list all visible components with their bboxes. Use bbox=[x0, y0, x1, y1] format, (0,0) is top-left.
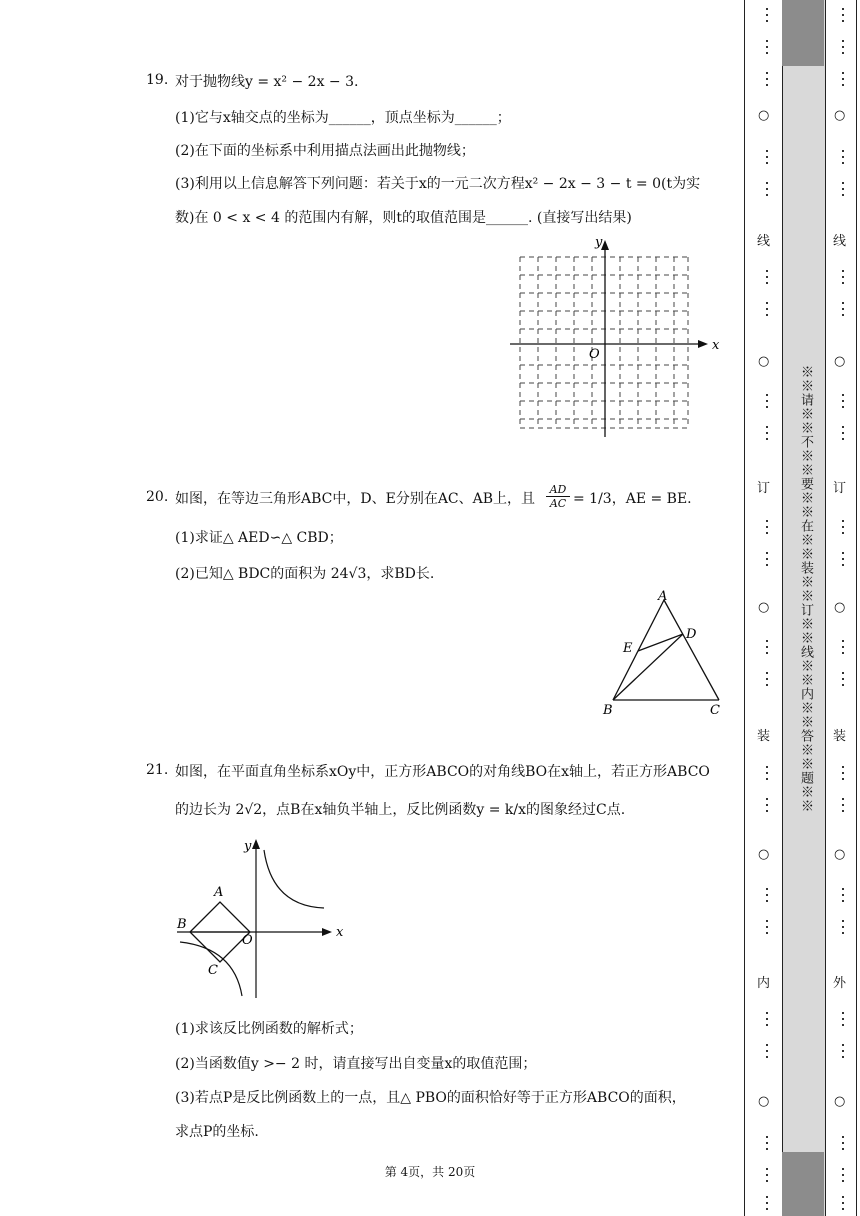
q19-x-label: x bbox=[712, 338, 720, 353]
q20-part2: (2)已知△ BDC的面积为 24√3，求BD长. bbox=[175, 566, 435, 582]
q20-stem-a: 如图，在等边三角形ABC中，D、E分别在AC、AB上，且 bbox=[175, 491, 536, 507]
q20-label-e: E bbox=[623, 641, 633, 656]
binding-circle: ○ bbox=[834, 1094, 846, 1109]
q20-label-b: B bbox=[603, 703, 613, 718]
binding-char-wai: 外 bbox=[833, 976, 847, 991]
q21-part2: (2)当函数值y >− 2 时，请直接写出自变量x的取值范围； bbox=[175, 1056, 537, 1072]
q19-origin-label: O bbox=[589, 347, 600, 362]
q20-part1: (1)求证△ AED∽△ CBD； bbox=[175, 530, 343, 546]
q19-part4: 数)在 0 < x < 4 的范围内有解，则t的取值范围是______. (直接写出结果) bbox=[175, 210, 632, 226]
q21-label-a: A bbox=[214, 885, 224, 900]
q21-part1: (1)求该反比例函数的解析式； bbox=[175, 1021, 363, 1037]
q21-part3: (3)若点P是反比例函数上的一点，且△ PBO的面积恰好等于正方形ABCO的面积， bbox=[175, 1090, 686, 1106]
binding-char-ding: 订 bbox=[757, 481, 771, 496]
binding-dots-outer bbox=[836, 0, 850, 1216]
q20-fraction-numerator: AD bbox=[546, 483, 570, 497]
binding-circle: ○ bbox=[834, 354, 846, 369]
q20-number: 20. bbox=[146, 489, 169, 505]
binding-char-zhuang: 装 bbox=[757, 729, 771, 744]
binding-char-nei: 内 bbox=[757, 976, 771, 991]
binding-circle: ○ bbox=[834, 847, 846, 862]
q21-part4: 求点P的坐标. bbox=[175, 1124, 259, 1140]
q19-part2: (2)在下面的坐标系中利用描点法画出此抛物线； bbox=[175, 143, 475, 159]
binding-circle: ○ bbox=[834, 600, 846, 615]
q19-part1: (1)它与x轴交点的坐标为______，顶点坐标为______； bbox=[175, 110, 511, 126]
binding-dots-inner bbox=[760, 0, 774, 1216]
q21-stem-line2: 的边长为 2√2，点B在x轴负半轴上，反比例函数y = k/x的图象经过C点. bbox=[175, 802, 626, 818]
q21-label-c: C bbox=[208, 963, 218, 978]
q19-number: 19. bbox=[146, 72, 169, 88]
binding-circle: ○ bbox=[758, 108, 770, 123]
q21-stem-line1: 如图，在平面直角坐标系xOy中，正方形ABCO的对角线BO在x轴上，若正方形ABCO bbox=[175, 764, 710, 780]
binding-circle: ○ bbox=[758, 847, 770, 862]
q20-fraction-denominator: AC bbox=[549, 497, 567, 510]
q20-label-d: D bbox=[686, 627, 697, 642]
q20-label-a: A bbox=[658, 589, 668, 604]
q20-triangle-figure bbox=[598, 588, 728, 718]
q20-label-c: C bbox=[710, 703, 720, 718]
q21-label-b: B bbox=[177, 917, 187, 932]
binding-warning-text: ※※请※※不※※要※※在※※装※※订※※线※※内※※答※※题※※ bbox=[798, 365, 813, 813]
binding-char-line: 线 bbox=[833, 234, 847, 249]
q19-y-label: y bbox=[595, 235, 603, 250]
q21-label-y: y bbox=[244, 839, 252, 854]
q19-stem: 对于抛物线y = x² − 2x − 3. bbox=[175, 74, 359, 90]
binding-char-ding: 订 bbox=[833, 481, 847, 496]
q21-number: 21. bbox=[146, 762, 169, 778]
binding-circle: ○ bbox=[834, 108, 846, 123]
binding-circle: ○ bbox=[758, 354, 770, 369]
q20-fraction bbox=[546, 483, 570, 510]
q19-coordinate-grid bbox=[505, 232, 730, 442]
q21-hyperbola-figure bbox=[172, 836, 352, 1001]
q21-label-x: x bbox=[336, 925, 344, 940]
q19-part3: (3)利用以上信息解答下列问题：若关于x的一元二次方程x² − 2x − 3 − t = 0(t为实 bbox=[175, 176, 701, 192]
q20-stem-b: = 1/3，AE = BE. bbox=[573, 491, 692, 507]
binding-char-line: 线 bbox=[757, 234, 771, 249]
binding-circle: ○ bbox=[758, 600, 770, 615]
page-footer: 第 4页，共 20页 bbox=[384, 1165, 476, 1179]
binding-char-zhuang: 装 bbox=[833, 729, 847, 744]
q21-label-o: O bbox=[242, 933, 253, 948]
binding-circle: ○ bbox=[758, 1094, 770, 1109]
